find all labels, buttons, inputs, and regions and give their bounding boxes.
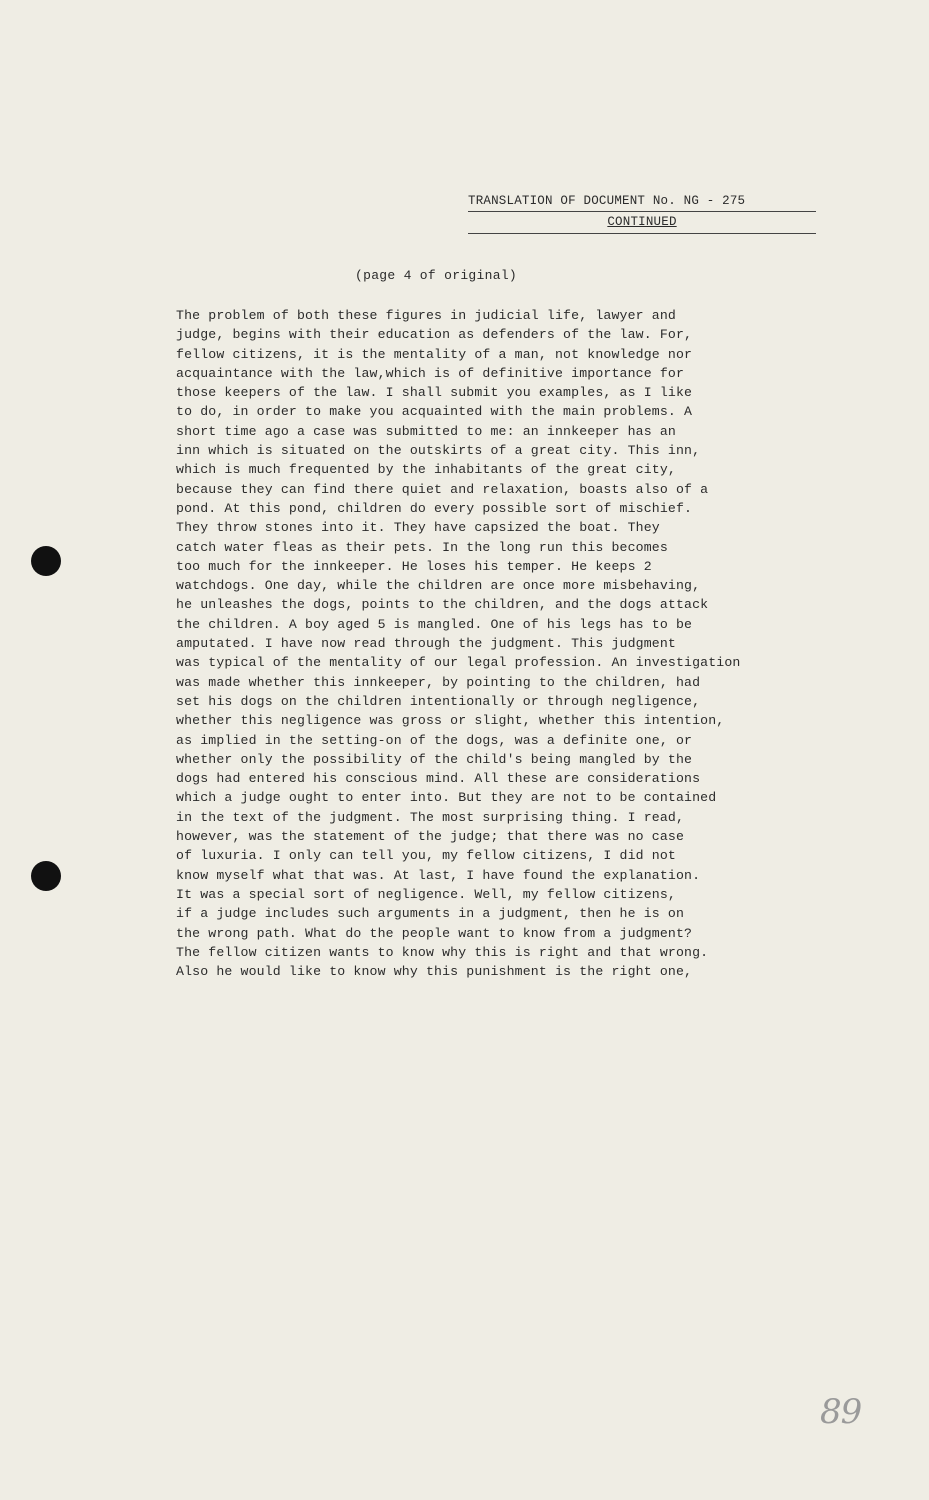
- body-line: It was a special sort of negligence. Well, my fellow citizens,: [176, 886, 676, 902]
- body-line: know myself what that was. At last, I have found the explanation.: [176, 867, 701, 883]
- body-line: whether only the possibility of the child's being mangled by the: [176, 751, 693, 767]
- body-line: dogs had entered his conscious mind. All these are considerations: [176, 771, 701, 787]
- body-line: pond. At this pond, children do every possible sort of mischief.: [176, 500, 693, 516]
- body-line: too much for the innkeeper. He loses his temper. He keeps 2: [176, 558, 652, 574]
- body-line: as implied in the setting-on of the dogs, was a definite one, or: [176, 732, 693, 748]
- punch-hole-top: [31, 546, 61, 576]
- punch-hole-bottom: [31, 861, 61, 891]
- header-subtitle-wrap: [468, 213, 816, 234]
- body-line: which is much frequented by the inhabitants of the great city,: [176, 462, 676, 478]
- body-line: set his dogs on the children intentionally or through negligence,: [176, 693, 701, 709]
- page-note: (page 4 of original): [355, 268, 518, 283]
- body-line: acquaintance with the law,which is of definitive importance for: [176, 365, 685, 381]
- body-line: catch water fleas as their pets. In the long run this becomes: [176, 539, 668, 555]
- body-line: inn which is situated on the outskirts of a great city. This inn,: [176, 443, 701, 459]
- body-line: in the text of the judgment. The most surprising thing. I read,: [176, 809, 685, 825]
- body-line: watchdogs. One day, while the children are once more misbehaving,: [176, 578, 701, 594]
- header-title: TRANSLATION OF DOCUMENT No. NG - 275: [468, 192, 816, 212]
- body-line: judge, begins with their education as defenders of the law. For,: [176, 327, 693, 343]
- document-header: [468, 192, 816, 234]
- body-line: the children. A boy aged 5 is mangled. One of his legs has to be: [176, 616, 693, 632]
- body-line: The fellow citizen wants to know why this is right and that wrong.: [176, 944, 709, 960]
- body-line: which a judge ought to enter into. But they are not to be contained: [176, 790, 717, 806]
- body-line: of luxuria. I only can tell you, my fellow citizens, I did not: [176, 848, 676, 864]
- body-line: because they can find there quiet and relaxation, boasts also of a: [176, 481, 709, 497]
- body-line: to do, in order to make you acquainted with the main problems. A: [176, 404, 693, 420]
- body-line: The problem of both these figures in judicial life, lawyer and: [176, 308, 676, 323]
- body-line: the wrong path. What do the people want to know from a judgment?: [176, 925, 693, 941]
- body-line: if a judge includes such arguments in a judgment, then he is on: [176, 906, 685, 922]
- body-line: whether this negligence was gross or slight, whether this intention,: [176, 713, 725, 729]
- body-line: short time ago a case was submitted to me: an innkeeper has an: [176, 423, 676, 439]
- body-line: They throw stones into it. They have capsized the boat. They: [176, 520, 660, 536]
- body-line: was made whether this innkeeper, by pointing to the children, had: [176, 674, 701, 690]
- body-line: Also he would like to know why this punishment is the right one,: [176, 964, 693, 980]
- body-line: was typical of the mentality of our legal profession. An investigation: [176, 655, 741, 671]
- body-text: [176, 306, 856, 981]
- body-line: amputated. I have now read through the judgment. This judgment: [176, 636, 676, 652]
- body-line: fellow citizens, it is the mentality of a man, not knowledge nor: [176, 346, 693, 362]
- header-subtitle: CONTINUED: [607, 215, 677, 229]
- page-number: 89: [820, 1392, 862, 1432]
- body-line: however, was the statement of the judge; that there was no case: [176, 829, 685, 845]
- body-line: those keepers of the law. I shall submit you examples, as I like: [176, 385, 693, 401]
- body-line: he unleashes the dogs, points to the children, and the dogs attack: [176, 597, 709, 613]
